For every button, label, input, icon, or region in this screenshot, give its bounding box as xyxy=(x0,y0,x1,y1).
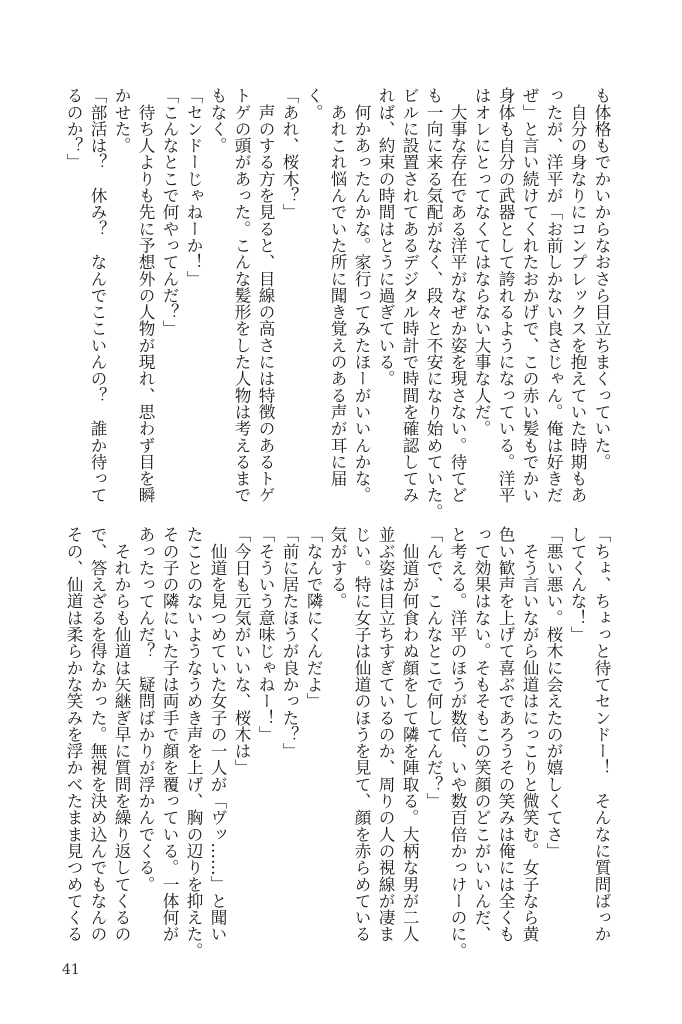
text-block-bottom xyxy=(61,526,613,959)
text-line: その子の隣にいた子は両手で顔を覆っている。一体何が xyxy=(160,526,179,943)
text-line: 「前に居たほうが良かった？」 xyxy=(280,526,299,760)
text-line: るのか？」 xyxy=(64,87,83,171)
text-line: はオレにとってなくてはならない大事な人だ。 xyxy=(472,87,491,437)
text-line: 「悪い悪い。桜木に会えたのが嬉しくてさ」 xyxy=(544,526,563,859)
text-block-top xyxy=(61,87,613,520)
text-line: 「あれ、桜木？」 xyxy=(280,87,299,221)
text-line: 「センドーじゃねーか！」 xyxy=(184,87,203,287)
text-line: 身体も自分の武器として誇れるようになっている。洋平 xyxy=(496,87,515,504)
text-line: 「部活は？ 休み？ なんでここいんの？ 誰か待って xyxy=(88,87,107,504)
text-line: も一向に来る気配がなく、段々と不安になり始めていた。 xyxy=(424,87,443,520)
text-line: く。 xyxy=(304,87,323,121)
text-line: 「んで、こんなとこで何してんだ？」 xyxy=(424,526,443,810)
text-line: かせた。 xyxy=(112,87,131,154)
text-line: ぜ」と言い続けてくれたおかげで、この赤い髪もでかい xyxy=(520,87,539,504)
text-line: 並ぶ姿は目立ちすぎているのか、周りの人の視線が凄ま xyxy=(376,526,395,943)
text-line: もなく。 xyxy=(208,87,227,154)
text-line: 「今日も元気がいいな、桜木は」 xyxy=(232,526,251,776)
text-line: それからも仙道は矢継ぎ早に質問を繰り返してくるの xyxy=(112,526,131,943)
text-line: 「ちょ、ちょっと待てセンドー！ そんなに質問ばっか xyxy=(592,526,611,943)
text-line: 大事な存在である洋平がなぜか姿を現さない。待てど xyxy=(448,87,467,504)
text-line: 「こんなとこで何やってんだ？」 xyxy=(160,87,179,337)
text-line: れば、約束の時間はとうに過ぎている。 xyxy=(376,87,395,387)
text-line: も体格もでかいからなおさら目立ちまくっていた。 xyxy=(592,87,611,470)
text-line: してくんな！」 xyxy=(568,526,587,643)
text-line: ったが、洋平が「お前しかない良さじゃん。俺は好きだ xyxy=(544,87,563,504)
text-line: 気がする。 xyxy=(328,526,347,610)
text-line: 仙道が何食わぬ顔をして隣を陣取る。大柄な男が二人 xyxy=(400,526,419,943)
text-line: 待ち人よりも先に予想外の人物が現れ、思わず目を瞬 xyxy=(136,87,155,504)
text-line: トゲの頭があった。こんな髪形をした人物は考えるまで xyxy=(232,87,251,504)
text-line: その、仙道は柔らかな笑みを浮かべたまま見つめてくる xyxy=(64,526,83,943)
text-line: あったってんだ？ 疑問ばかりが浮かんでくる。 xyxy=(136,526,155,893)
text-line: あれこれ悩んでいた所に聞き覚えのある声が耳に届 xyxy=(328,87,347,487)
text-line: じい。特に女子は仙道のほうを見て、顔を赤らめている xyxy=(352,526,371,943)
text-line: 何かあったんかな。家行ってみたほーがいいんかな。 xyxy=(352,87,371,504)
text-line: で、答えざるを得なかった。無視を決め込んでもなんの xyxy=(88,526,107,943)
text-line: ビルに設置されてあるデジタル時計で時間を確認してみ xyxy=(400,87,419,504)
text-line: と考える。洋平のほうが数倍、いや数百倍かっけーのに。 xyxy=(448,526,467,959)
text-line: そう言いながら仙道はにっこりと微笑む。女子なら黄 xyxy=(520,526,539,943)
text-line: 「そういう意味じゃねー！」 xyxy=(256,526,275,743)
text-line: 声のする方を見ると、目線の高さには特徴のあるトゲ xyxy=(256,87,275,504)
page-number: 41 xyxy=(62,962,80,978)
text-line: 仙道を見つめていた女子の一人が「ヴッ……」と聞い xyxy=(208,526,227,943)
text-line: 自分の身なりにコンプレックスを抱えていた時期もあ xyxy=(568,87,587,504)
text-line: 「なんで隣にくんだよ」 xyxy=(304,526,323,710)
text-line: 色い歓声を上げて喜ぶであろうその笑みは俺には全くも xyxy=(496,526,515,943)
text-line: たことのないようなうめき声を上げ、胸の辺りを抑えた。 xyxy=(184,526,203,959)
text-line: って効果はない。そもそもこの笑顔のどこがいいんだ、 xyxy=(472,526,491,943)
